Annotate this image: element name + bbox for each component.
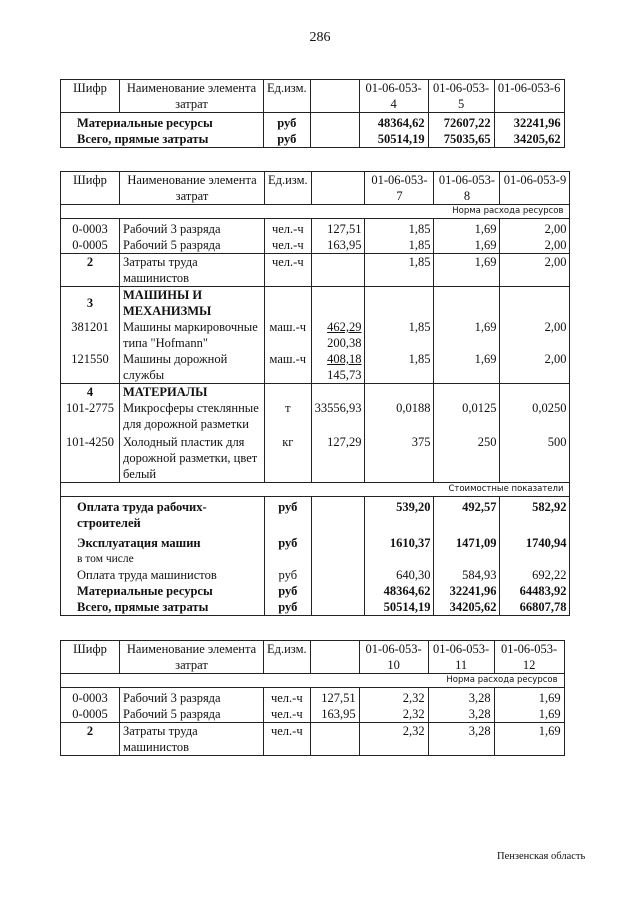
row-unit: маш.-ч (265, 351, 312, 384)
header-col-2: 01-06-053-5 (428, 80, 494, 113)
table-header-row (61, 80, 565, 113)
value-cell: 0,0125 (434, 400, 500, 432)
row-name: Эксплуатация машин (61, 531, 265, 551)
value-cell: 640,30 (365, 567, 434, 583)
value-cell: 50514,19 (365, 599, 434, 616)
value-cell: 582,92 (500, 497, 570, 532)
header-unit: Ед.изм. (264, 641, 311, 674)
header-col-1: 01-06-053-7 (365, 172, 434, 205)
empty-cell (265, 384, 312, 401)
row-name: Микросферы стеклянные для дорожной разметки (120, 400, 265, 432)
section-row (61, 674, 565, 688)
value-cell: 2,00 (500, 319, 570, 351)
table-row (61, 400, 570, 432)
empty-cell (365, 551, 434, 567)
row-price: 33556,93 (311, 400, 365, 432)
empty-cell (500, 287, 570, 320)
table-row (61, 113, 565, 132)
table-row (61, 531, 570, 551)
row-price: 127,29 (311, 432, 365, 483)
header-name: Наименование элемента затрат (120, 172, 265, 205)
row-name: Затраты труда машинистов (120, 254, 265, 287)
cost-table-2 (60, 171, 570, 616)
row-unit: руб (265, 497, 312, 532)
value-cell: 50514,19 (359, 131, 428, 148)
operator-wage: 200,38 (327, 336, 362, 350)
row-unit: руб (265, 599, 312, 616)
page-number: 286 (309, 30, 331, 45)
value-cell: 2,32 (359, 688, 428, 707)
value-cell: 3,28 (428, 688, 494, 707)
row-unit: чел.-ч (264, 688, 311, 707)
row-name: Машины дорожной службы (120, 351, 265, 384)
empty-cell (311, 551, 365, 567)
value-cell: 1,85 (365, 351, 434, 384)
cost-table-1 (60, 79, 565, 148)
value-cell: 1,85 (365, 254, 434, 287)
value-cell: 1,69 (434, 351, 500, 384)
row-unit: чел.-ч (265, 237, 312, 254)
table-row (61, 497, 570, 532)
value-cell: 2,00 (500, 351, 570, 384)
value-cell: 1,69 (434, 319, 500, 351)
table-row (61, 583, 570, 599)
table-row (61, 551, 570, 567)
value-cell: 3,28 (428, 723, 494, 756)
row-name: Рабочий 3 разряда (120, 688, 264, 707)
row-name: Затраты труда машинистов (120, 723, 264, 756)
row-code: 0-0005 (61, 237, 120, 254)
empty-cell (434, 287, 500, 320)
value-cell: 2,32 (359, 706, 428, 723)
header-col-2: 01-06-053-11 (428, 641, 494, 674)
section-title-machines: МАШИНЫ И МЕХАНИЗМЫ (120, 287, 265, 320)
row-unit: руб (265, 583, 312, 599)
section-label-cost: Стоимостные показатели (61, 483, 570, 497)
header-price (310, 80, 359, 113)
machine-cost: 462,29 (327, 320, 362, 334)
row-unit: чел.-ч (264, 723, 311, 756)
header-price (310, 641, 359, 674)
row-unit: маш.-ч (265, 319, 312, 351)
value-cell: 500 (500, 432, 570, 483)
header-col-2: 01-06-053-8 (434, 172, 500, 205)
row-unit: руб (265, 531, 312, 551)
header-col-3: 01-06-053-6 (494, 80, 564, 113)
value-cell: 32241,96 (494, 113, 564, 132)
row-name: Рабочий 5 разряда (120, 237, 265, 254)
footer-region: Пензенская область (497, 851, 586, 862)
value-cell: 539,20 (365, 497, 434, 532)
value-cell: 48364,62 (359, 113, 428, 132)
row-price: 163,95 (311, 237, 365, 254)
value-cell: 1,85 (365, 219, 434, 238)
empty-cell (500, 551, 570, 567)
row-name: Оплата труда рабочих-строителей (61, 497, 265, 532)
row-unit: руб (264, 131, 311, 148)
empty-cell (434, 551, 500, 567)
machine-cost: 408,18 (327, 352, 362, 366)
value-cell: 375 (365, 432, 434, 483)
table-row (61, 688, 565, 707)
row-code: 0-0003 (61, 688, 120, 707)
section-label-norm: Норма расхода ресурсов (61, 674, 565, 688)
cost-table-3 (60, 640, 565, 756)
row-price: 163,95 (310, 706, 359, 723)
row-unit: чел.-ч (265, 254, 312, 287)
empty-cell (311, 287, 365, 320)
empty-cell (365, 287, 434, 320)
row-code: 0-0003 (61, 219, 120, 238)
header-name: Наименование элемента затрат (120, 641, 264, 674)
value-cell: 1,69 (434, 237, 500, 254)
section-row (61, 483, 570, 497)
row-code: 381201 (61, 319, 120, 351)
value-cell: 1471,09 (434, 531, 500, 551)
empty-cell (311, 567, 365, 583)
empty-cell (265, 287, 312, 320)
empty-cell (365, 384, 434, 401)
table-row (61, 599, 570, 616)
empty-cell (310, 131, 359, 148)
table-header-row (61, 172, 570, 205)
header-unit: Ед.изм. (265, 172, 312, 205)
value-cell: 584,93 (434, 567, 500, 583)
row-code: 3 (61, 287, 120, 320)
row-name: Материальные ресурсы (61, 583, 265, 599)
value-cell: 1610,37 (365, 531, 434, 551)
operator-wage: 145,73 (327, 368, 362, 382)
value-cell: 1,69 (434, 254, 500, 287)
empty-cell (311, 531, 365, 551)
row-price: 127,51 (310, 688, 359, 707)
value-cell: 492,57 (434, 497, 500, 532)
value-cell: 64483,92 (500, 583, 570, 599)
empty-cell (311, 254, 365, 287)
table-row (61, 706, 565, 723)
header-price (311, 172, 365, 205)
row-code: 4 (61, 384, 120, 401)
value-cell: 0,0250 (500, 400, 570, 432)
row-name: Материальные ресурсы (61, 113, 264, 132)
empty-cell (500, 384, 570, 401)
value-cell: 34205,62 (434, 599, 500, 616)
value-cell: 34205,62 (494, 131, 564, 148)
header-unit: Ед.изм. (264, 80, 311, 113)
empty-cell (311, 384, 365, 401)
value-cell: 1,69 (434, 219, 500, 238)
empty-cell (310, 113, 359, 132)
value-cell: 2,32 (359, 723, 428, 756)
value-cell: 2,00 (500, 219, 570, 238)
row-price (311, 319, 365, 351)
table-row (61, 319, 570, 351)
table-row (61, 219, 570, 238)
value-cell: 72607,22 (428, 113, 494, 132)
header-name: Наименование элемента затрат (120, 80, 264, 113)
table-row (61, 432, 570, 483)
row-code: 0-0005 (61, 706, 120, 723)
row-name: Машины маркировочные типа "Hofmann" (120, 319, 265, 351)
row-name: Всего, прямые затраты (61, 599, 265, 616)
section-row (61, 384, 570, 401)
value-cell: 1740,94 (500, 531, 570, 551)
value-cell: 1,69 (494, 723, 564, 756)
row-price: 127,51 (311, 219, 365, 238)
value-cell: 1,85 (365, 237, 434, 254)
row-unit: чел.-ч (264, 706, 311, 723)
value-cell: 66807,78 (500, 599, 570, 616)
value-cell: 32241,96 (434, 583, 500, 599)
row-unit: руб (264, 113, 311, 132)
header-col-3: 01-06-053-12 (494, 641, 564, 674)
section-title-materials: МАТЕРИАЛЫ (120, 384, 265, 401)
row-name: Оплата труда машинистов (61, 567, 265, 583)
row-unit: чел.-ч (265, 219, 312, 238)
row-name: Рабочий 5 разряда (120, 706, 264, 723)
row-code: 2 (61, 254, 120, 287)
row-name: Холодный пластик для дорожной разметки, цвет белый (120, 432, 265, 483)
row-unit: кг (265, 432, 312, 483)
table-row (61, 254, 570, 287)
value-cell: 75035,65 (428, 131, 494, 148)
value-cell: 48364,62 (365, 583, 434, 599)
row-code: 101-2775 (61, 400, 120, 432)
empty-cell (434, 384, 500, 401)
table-row (61, 131, 565, 148)
value-cell: 2,00 (500, 254, 570, 287)
row-unit: т (265, 400, 312, 432)
row-code: 121550 (61, 351, 120, 384)
row-code: 2 (61, 723, 120, 756)
empty-cell (311, 497, 365, 532)
header-col-1: 01-06-053-10 (359, 641, 428, 674)
value-cell: 250 (434, 432, 500, 483)
empty-cell (311, 583, 365, 599)
table-row (61, 723, 565, 756)
value-cell: 692,22 (500, 567, 570, 583)
value-cell: 1,69 (494, 688, 564, 707)
table-row (61, 237, 570, 254)
header-code: Шифр (61, 641, 120, 674)
row-price (311, 351, 365, 384)
empty-cell (310, 723, 359, 756)
value-cell: 2,00 (500, 237, 570, 254)
value-cell: 3,28 (428, 706, 494, 723)
table-row (61, 567, 570, 583)
table-header-row (61, 641, 565, 674)
row-name: в том числе (61, 551, 265, 567)
value-cell: 1,69 (494, 706, 564, 723)
row-code: 101-4250 (61, 432, 120, 483)
table-row (61, 351, 570, 384)
value-cell: 1,85 (365, 319, 434, 351)
row-unit: руб (265, 567, 312, 583)
row-name: Рабочий 3 разряда (120, 219, 265, 238)
header-code: Шифр (61, 172, 120, 205)
empty-cell (265, 551, 312, 567)
section-row (61, 205, 570, 219)
section-row (61, 287, 570, 320)
header-col-1: 01-06-053-4 (359, 80, 428, 113)
value-cell: 0,0188 (365, 400, 434, 432)
section-label-norm: Норма расхода ресурсов (61, 205, 570, 219)
header-col-3: 01-06-053-9 (500, 172, 570, 205)
header-code: Шифр (61, 80, 120, 113)
empty-cell (311, 599, 365, 616)
row-name: Всего, прямые затраты (61, 131, 264, 148)
